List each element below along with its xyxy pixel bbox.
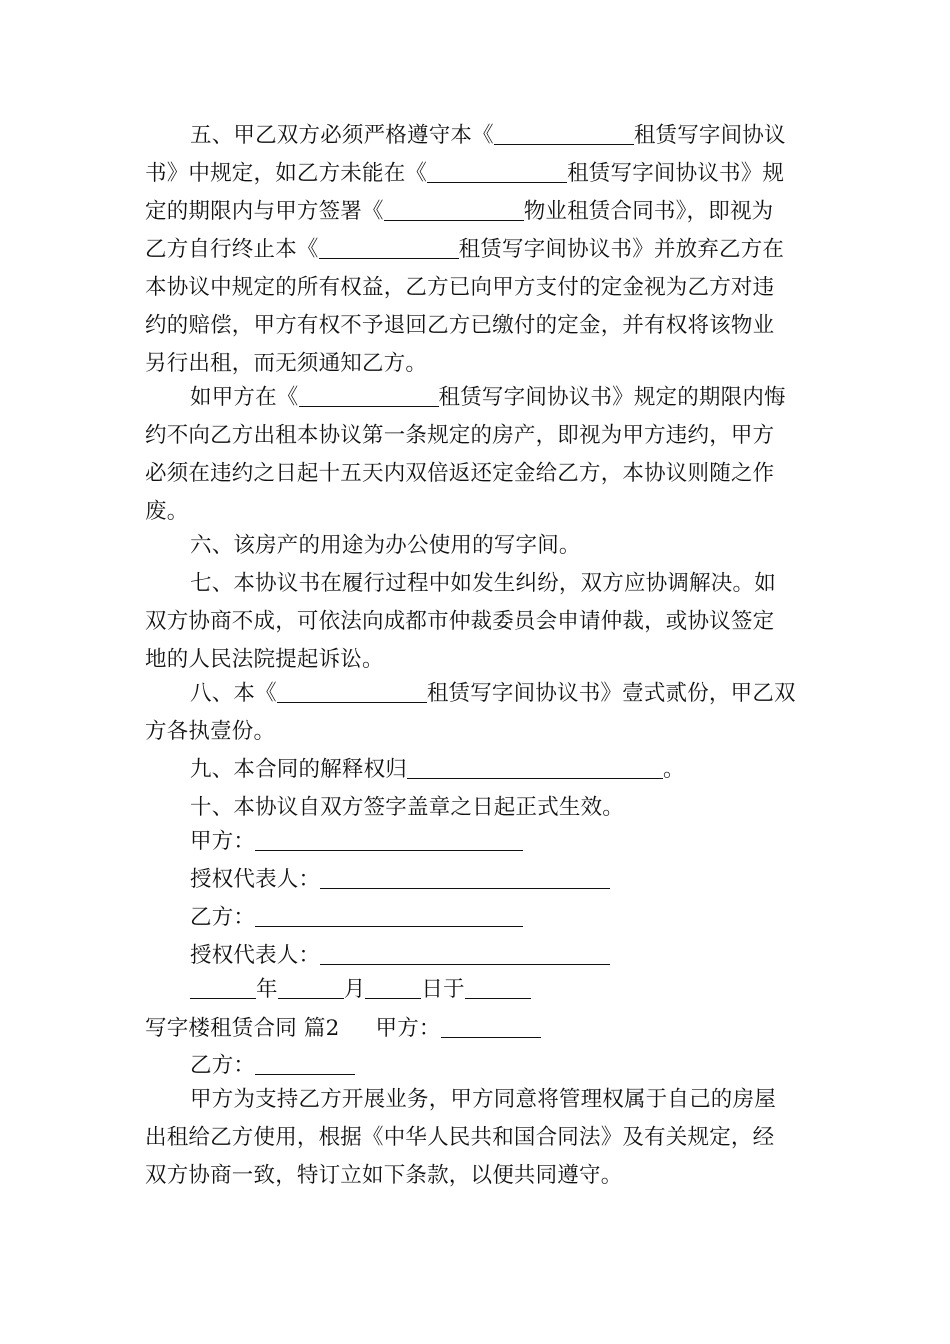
clause-5-line-5: 本协议中规定的所有权益，乙方已向甲方支付的定金视为乙方对违 — [145, 275, 775, 300]
signature-party-a-representative — [190, 861, 610, 899]
text-segment: 定的期限内与甲方签署《 — [145, 199, 384, 224]
signature-party-b-representative — [190, 937, 610, 975]
clause-8-line-1 — [190, 675, 796, 713]
breach-para-line-4: 废。 — [145, 499, 189, 524]
text-segment: 租赁写字间协议书》规 — [567, 161, 785, 186]
signature-label: 乙方： — [190, 1053, 256, 1078]
blank-field — [320, 944, 610, 965]
breach-para-line-3: 必须在违约之日起十五天内双倍返还定金给乙方，本协议则随之作 — [145, 461, 775, 486]
text-segment: 物业租赁合同书》，即视为 — [523, 199, 774, 224]
clause-5-line-1 — [190, 117, 786, 155]
blank-field — [365, 978, 421, 999]
blank-field — [407, 758, 663, 779]
date-unit: 年 — [256, 977, 278, 1002]
signature-label: 授权代表人： — [190, 867, 321, 892]
breach-para-line-1 — [190, 379, 786, 417]
contract-2-party-b — [190, 1047, 355, 1085]
signature-label: 甲方： — [190, 829, 256, 854]
blank-field — [494, 124, 634, 145]
signature-party-a — [190, 823, 523, 861]
text-segment: 九、本合同的解释权归 — [190, 757, 408, 782]
clause-5-line-4 — [145, 231, 784, 269]
contract-2-header — [145, 1010, 541, 1048]
blank-field — [190, 978, 256, 999]
signature-label: 授权代表人： — [190, 943, 321, 968]
signature-party-b — [190, 899, 523, 937]
text-segment: 五、甲乙双方必须严格遵守本《 — [190, 123, 494, 148]
clause-6: 六、该房产的用途为办公使用的写字间。 — [190, 533, 581, 558]
text-segment: 租赁写字间协议 — [633, 123, 786, 148]
blank-field — [277, 682, 427, 703]
blank-field — [427, 162, 567, 183]
clause-8-line-2: 方各执壹份。 — [145, 719, 276, 744]
clause-5-line-6: 约的赔偿，甲方有权不予退回乙方已缴付的定金，并有权将该物业 — [145, 313, 775, 338]
blank-field — [299, 386, 439, 407]
clause-7-line-3: 地的人民法院提起诉讼。 — [145, 647, 384, 672]
blank-field — [319, 238, 459, 259]
text-segment: 租赁写字间协议书》规定的期限内悔 — [438, 385, 786, 410]
signature-label: 乙方： — [190, 905, 256, 930]
text-segment: 八、本《 — [190, 681, 277, 706]
contract-2-title: 写字楼租赁合同 篇2 — [145, 1016, 340, 1041]
text-segment: 书》中规定，如乙方未能在《 — [145, 161, 428, 186]
clause-5-line-3 — [145, 193, 773, 231]
text-segment: 。 — [663, 757, 685, 782]
text-segment: 乙方自行终止本《 — [145, 237, 319, 262]
signature-label: 甲方： — [375, 1016, 441, 1041]
clause-5-line-7: 另行出租，而无须通知乙方。 — [145, 351, 428, 376]
clause-10: 十、本协议自双方签字盖章之日起正式生效。 — [190, 795, 625, 820]
blank-field — [465, 978, 531, 999]
blank-field — [255, 1054, 355, 1075]
contract-2-intro-line-2: 出租给乙方使用，根据《中华人民共和国合同法》及有关规定，经 — [145, 1125, 775, 1150]
text-segment: 租赁写字间协议书》并放弃乙方在 — [458, 237, 785, 262]
contract-2-intro-line-1: 甲方为支持乙方开展业务，甲方同意将管理权属于自己的房屋 — [190, 1087, 776, 1112]
clause-7-line-1: 七、本协议书在履行过程中如发生纠纷，双方应协调解决。如 — [190, 571, 776, 596]
breach-para-line-2: 约不向乙方出租本协议第一条规定的房产，即视为甲方违约，甲方 — [145, 423, 775, 448]
date-unit: 月 — [343, 977, 366, 1002]
blank-field — [255, 830, 523, 851]
text-segment: 租赁写字间协议书》壹式贰份，甲乙双 — [426, 681, 796, 706]
blank-field — [441, 1017, 541, 1038]
text-segment: 如甲方在《 — [190, 385, 299, 410]
blank-field — [278, 978, 344, 999]
signature-date — [190, 971, 531, 1009]
clause-7-line-2: 双方协商不成，可依法向成都市仲裁委员会申请仲裁，或协议签定 — [145, 609, 775, 634]
blank-field — [255, 906, 523, 927]
blank-field — [384, 200, 524, 221]
contract-2-intro-line-3: 双方协商一致，特订立如下条款，以便共同遵守。 — [145, 1163, 623, 1188]
blank-field — [320, 868, 610, 889]
date-unit: 日于 — [421, 977, 465, 1002]
clause-5-line-2 — [145, 155, 784, 193]
clause-9 — [190, 751, 685, 789]
